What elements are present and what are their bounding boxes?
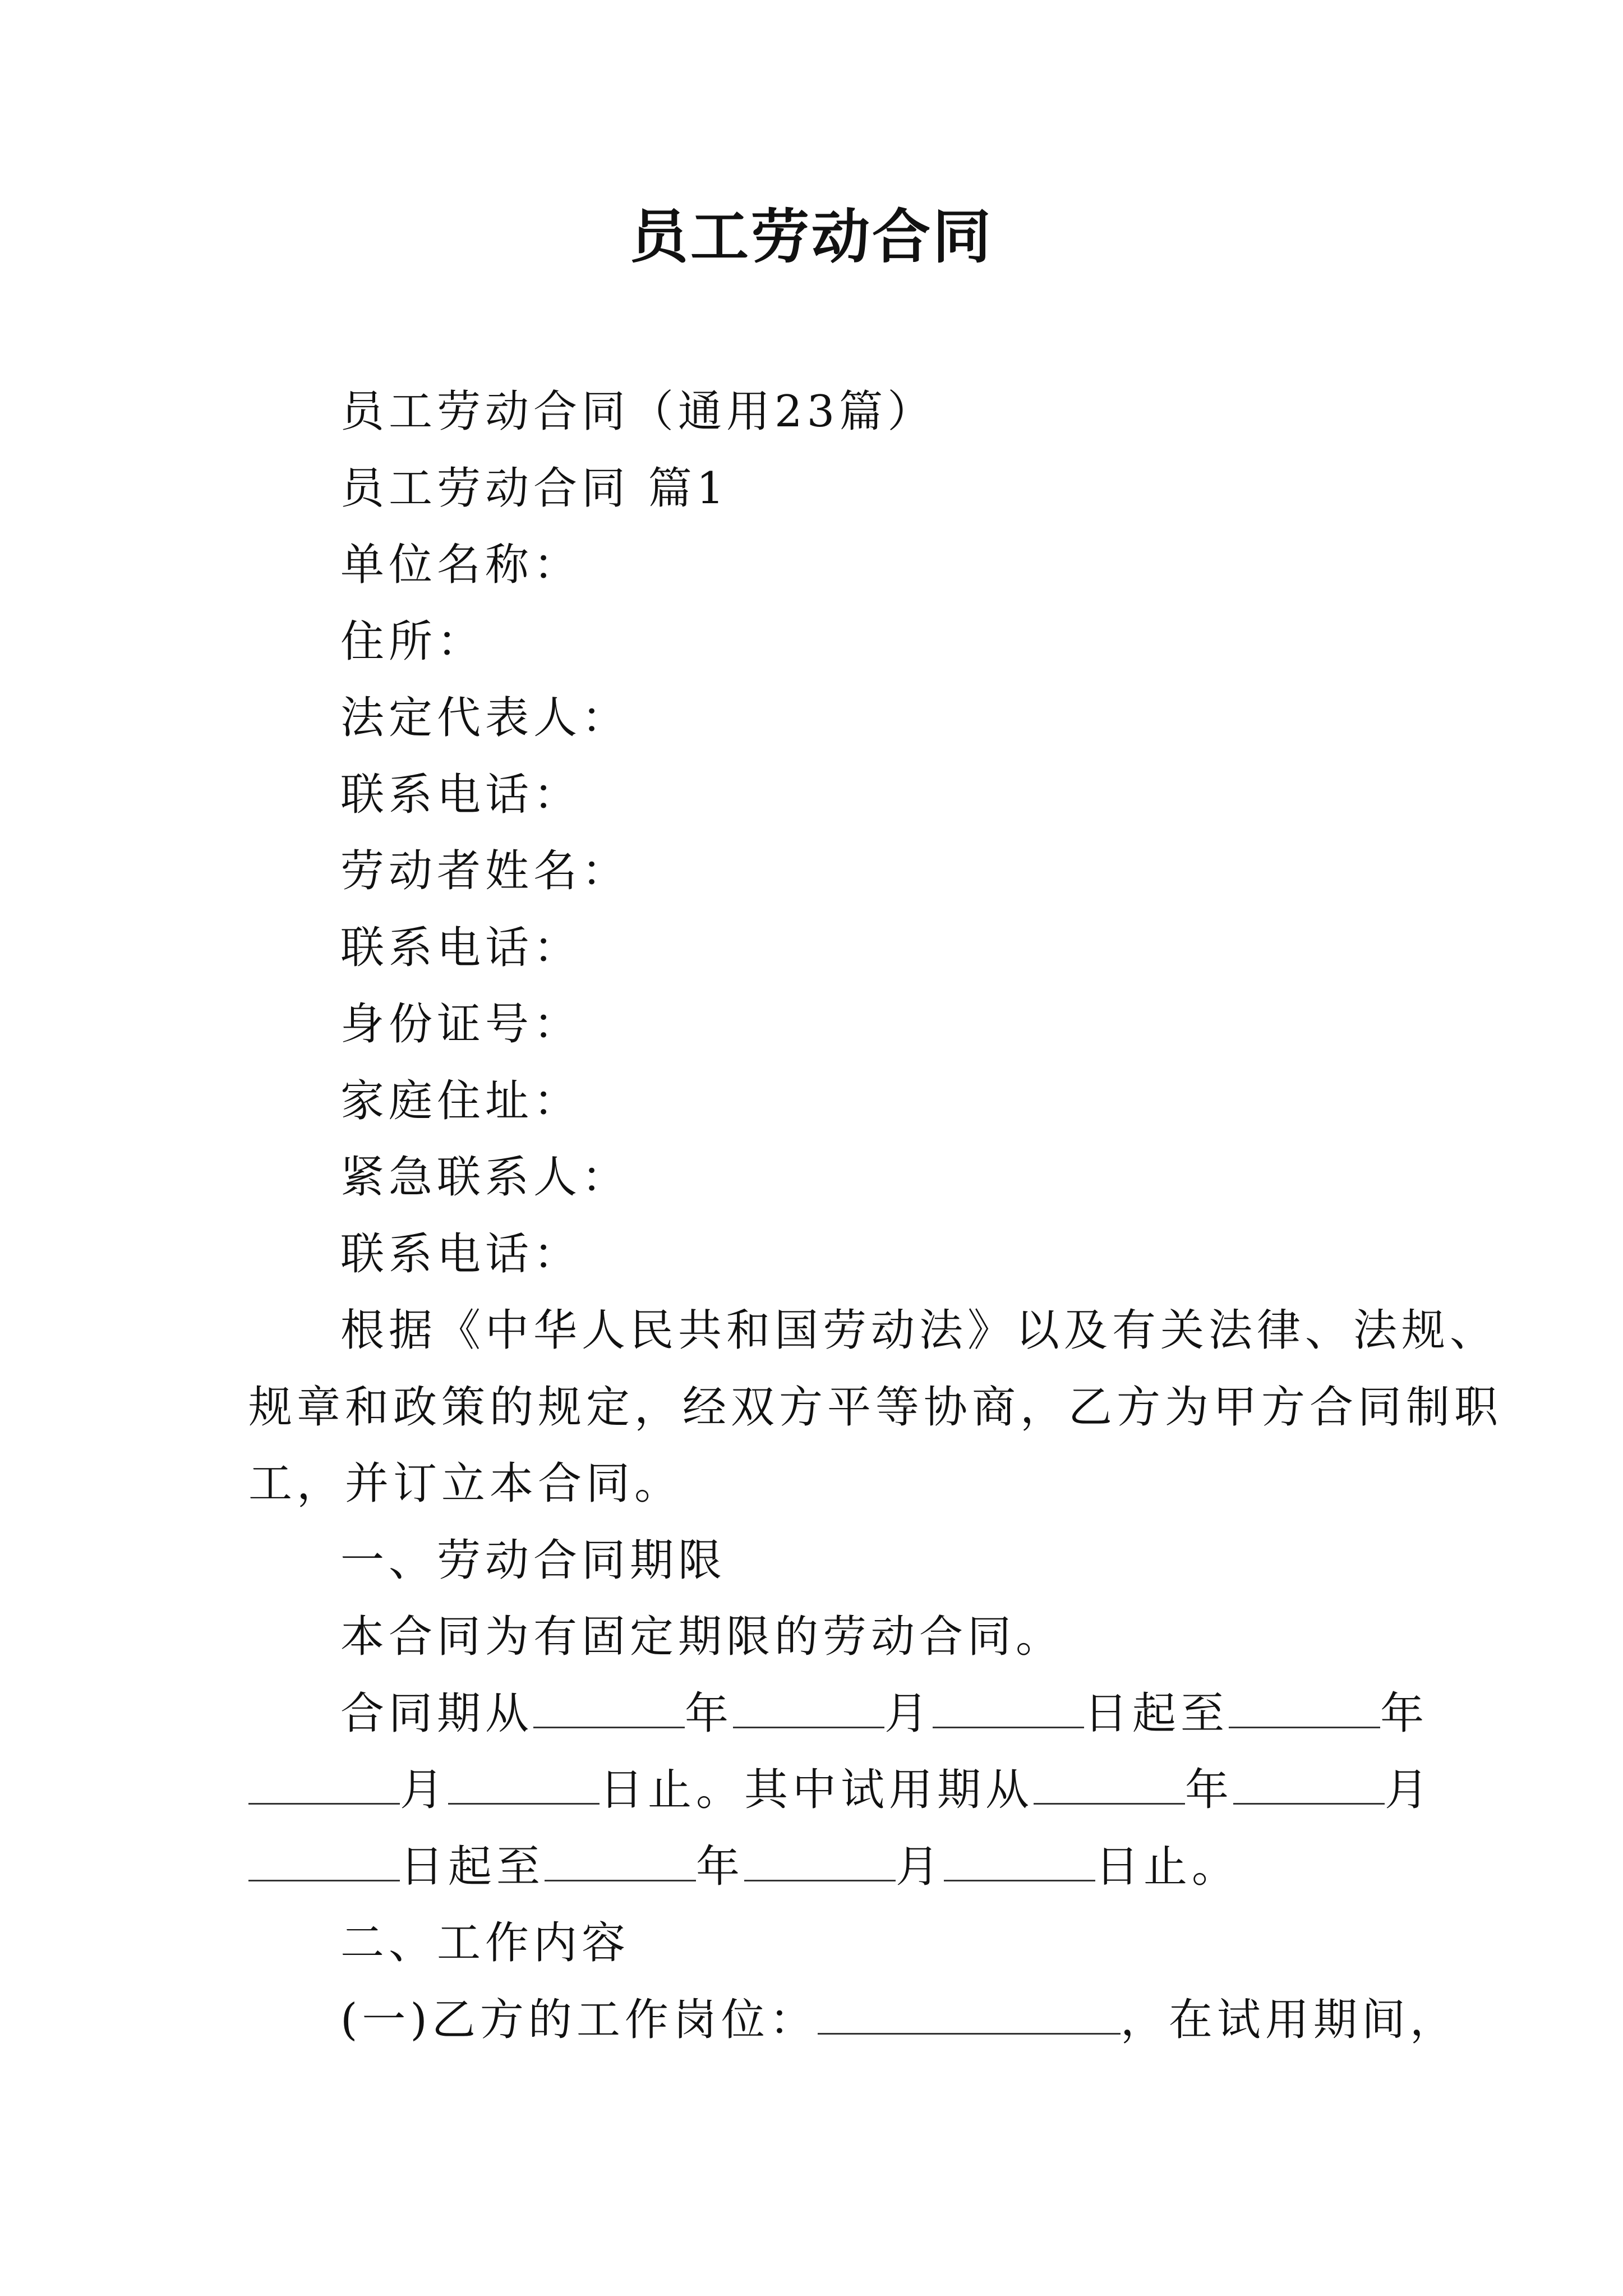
day-from-to-text: 日起至 xyxy=(400,1841,545,1892)
blank-field[interactable] xyxy=(545,1842,696,1881)
job-suffix-text: ，在试用期间， xyxy=(1120,1994,1458,2045)
fixed-term-text: 本合同为有固定期限的劳动合同。 xyxy=(340,1612,1064,1662)
document-body xyxy=(248,374,1503,2058)
year-text: 年 xyxy=(1380,1688,1429,1739)
document-title: 员工劳动合同 xyxy=(629,202,993,271)
blank-field[interactable] xyxy=(1034,1765,1185,1805)
blank-field[interactable] xyxy=(448,1765,600,1805)
address-label: 住所： xyxy=(340,616,486,667)
home-address-label: 家庭住址： xyxy=(340,1075,582,1126)
year-text: 年 xyxy=(1185,1765,1234,1815)
paragraph-line: 规章和政策的规定，经双方平等协商，乙方为甲方合同制职 xyxy=(248,1382,1503,1433)
blank-field[interactable] xyxy=(944,1842,1095,1881)
subtitle-line: 员工劳动合同（通用23篇） xyxy=(340,386,936,437)
job-position-blank[interactable] xyxy=(818,1995,1121,2035)
day-from-to-text: 日起至 xyxy=(1084,1688,1229,1739)
section-heading-work: 二、工作内容 xyxy=(340,1918,630,1968)
period-prefix-text: 合同期从 xyxy=(340,1688,534,1739)
month-text: 月 xyxy=(884,1688,933,1739)
contract-period-line-3 xyxy=(248,1829,1421,1906)
article-heading: 员工劳动合同 篇1 xyxy=(340,463,729,514)
blank-field[interactable] xyxy=(1229,1688,1380,1728)
paragraph-line: 根据《中华人民共和国劳动法》以及有关法律、法规、 xyxy=(340,1305,1498,1356)
blank-field[interactable] xyxy=(733,1688,884,1728)
job-prefix-text: (一)乙方的工作岗位： xyxy=(340,1994,818,2045)
legal-rep-label: 法定代表人： xyxy=(340,693,630,743)
year-text: 年 xyxy=(696,1841,745,1892)
phone-label-1: 联系电话： xyxy=(340,769,582,820)
job-position-line xyxy=(248,1982,1458,2059)
section-heading-term: 一、劳动合同期限 xyxy=(340,1535,727,1586)
month-text: 月 xyxy=(400,1765,449,1815)
blank-field[interactable] xyxy=(744,1842,896,1881)
blank-field[interactable] xyxy=(1233,1765,1385,1805)
blank-field[interactable] xyxy=(533,1688,685,1728)
blank-field[interactable] xyxy=(248,1842,400,1881)
contract-period-line-2 xyxy=(248,1752,1433,1829)
blank-field[interactable] xyxy=(248,1765,400,1805)
blank-field[interactable] xyxy=(933,1688,1084,1728)
worker-name-label: 劳动者姓名： xyxy=(340,846,630,896)
paragraph-line: 工，并订立本合同。 xyxy=(248,1458,683,1509)
emergency-contact-label: 紧急联系人： xyxy=(340,1152,630,1203)
id-number-label: 身份证号： xyxy=(340,999,582,1050)
day-end-text: 日止。 xyxy=(1095,1841,1241,1892)
year-text: 年 xyxy=(685,1688,734,1739)
month-text: 月 xyxy=(896,1841,944,1892)
unit-name-label: 单位名称： xyxy=(340,540,582,590)
month-text: 月 xyxy=(1385,1765,1433,1815)
probation-text: 日止。其中试用期从 xyxy=(600,1765,1034,1815)
contract-period-line-1 xyxy=(248,1676,1429,1752)
phone-label-3: 联系电话： xyxy=(340,1228,582,1280)
phone-label-2: 联系电话： xyxy=(340,922,582,973)
